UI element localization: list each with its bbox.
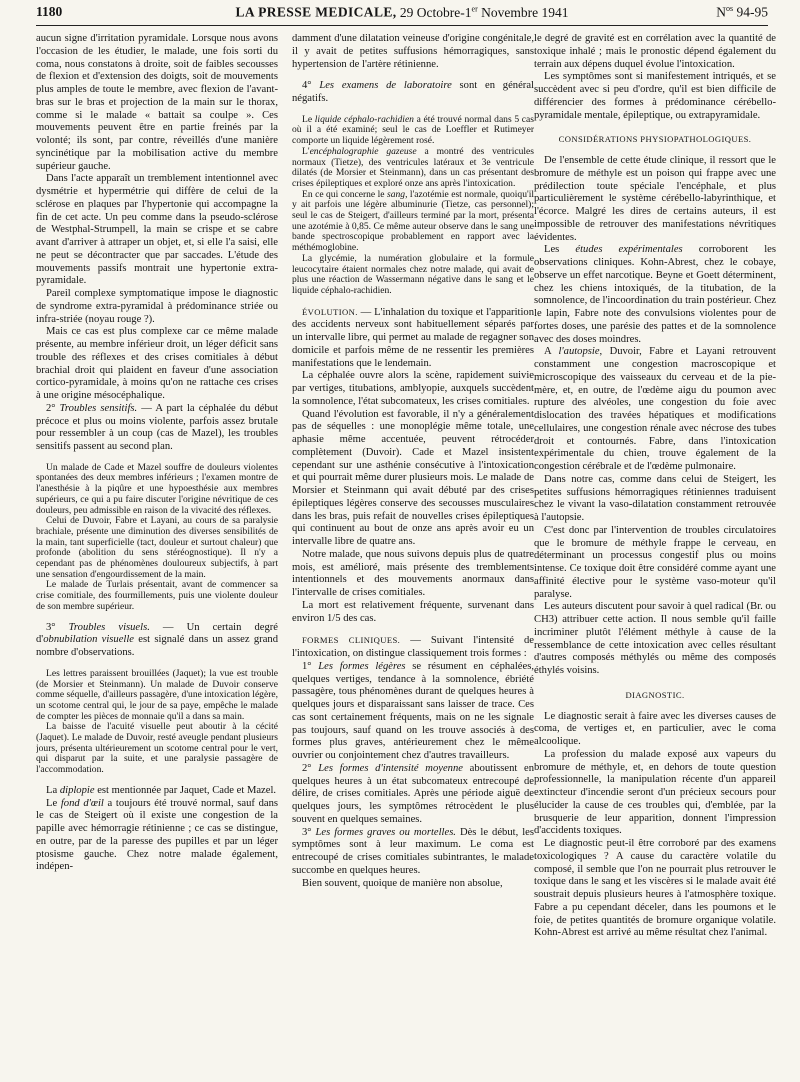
text-column-1: [36, 33, 278, 1078]
text-run: La mort est relativement fréquente, survenant dans environ 1/5 des cas.: [292, 599, 534, 624]
italic-text: l'autopsie: [558, 346, 600, 358]
text-run: a été trouvé normal dans 5 cas où il a été examiné; seul le cas de Loeffler et Rutimeyer comporte un liquide légèrement rosé.: [292, 113, 534, 147]
paragraph: [292, 763, 534, 827]
small-caps-text: FORMES CLINIQUES.: [302, 635, 401, 646]
text-run: La céphalée ouvre alors la scène, rapidement suivie par vertiges, titubations, amblyopie, auxquels succèdent la somnolence, l'état subcomateux, les crises comitiales.: [292, 370, 534, 407]
small-caps-text: ÉVOLUTION.: [302, 306, 358, 317]
text-run: La: [46, 784, 60, 796]
paragraph: [36, 173, 278, 288]
italic-text: obnubilation visuelle: [43, 634, 135, 646]
text-run: Le: [302, 113, 315, 125]
text-run: Celui de Duvoir, Fabre et Layani, au cours de sa paralysie brachiale, présente une diminution des diverses sensibilités de la main, tant superficielle (tact, douleur et surtout chaleur) que profonde (abolition du sens stéréognostique). Il n'y a cependant pas de phénomènes douloureux subjectifs, à part une sensation d'engourdissement de la main.: [36, 515, 278, 580]
text-run: aboutissent en quelques heures à un état subcomateux entrecoupé de délire, de crises comitiales. Après une période aiguë de quelques jours, les symptômes rétrocèdent le plus souvent en quelques semaines.: [292, 762, 534, 825]
journal-title: LA PRESSE MEDICALE,: [235, 4, 397, 20]
italic-text: Les formes d'intensité moyenne: [318, 762, 463, 774]
text-run: Bien souvent, quoique de manière non absolue,: [302, 877, 503, 889]
paragraph: [36, 516, 278, 580]
paragraph: [292, 878, 534, 891]
italic-text: Troubles sensitifs.: [59, 402, 138, 414]
text-run: En ce qui concerne le: [302, 188, 388, 200]
paragraph: [292, 409, 534, 549]
paragraph: [36, 326, 278, 403]
paragraph: [36, 33, 278, 173]
italic-text: encéphalographie gazeuse: [309, 145, 417, 157]
text-run: corroborent les observations cliniques. Kohn-Abrest, chez le cobaye, observe un effet narcotique. Beyne et Goett déterminent, chez les chiens intoxiqués, de la titubation, de la somnolence, de l'incoordination du train postérieur. Chez le lapin, Fabre note des convulsions violentes pour de fortes doses, une parésie des pattes et de la somnolence avec des doses moindres.: [534, 244, 776, 345]
text-run: Le diagnostic peut-il être corroboré par des examens toxicologiques ? A cause du caractère volatile du composé, il semble que l'on ne pourrait plus retrouver le toxique dans le sang et les viscères si le malade avait été soustrait depuis plusieurs heures à l'atmosphère toxique. Fabre a pu cependant déceler, dans les poumons et le foie, de petites quantités de bromure organique volatile. Kohn-Abrest est arrivé au même résultat chez l'animal.: [534, 838, 776, 939]
text-run: 3°: [302, 826, 316, 838]
text-run: La baisse de l'acuité visuelle peut aboutir à la cécité (Jaquet). Le malade de Duvoir, resté aveugle pendant plusieurs jours, présenta ultérieurement un scotome central pour le vert, qui disparut par la suite, et une paralysie passagère de l'accommodation.: [36, 721, 278, 776]
text-run: — Suivant l'intensité de l'intoxication, on distingue classiquement trois formes :: [292, 635, 534, 660]
small-caps-text: DIAGNOSTIC.: [625, 689, 685, 700]
text-run: — Un certain degré d': [36, 621, 278, 646]
paragraph: [292, 80, 534, 106]
text-run: Dès le début, les symptômes sont à leur maximum. Le coma est entrecoupé de crises comitiales subintrantes, le malade succombe en quelques heures.: [292, 826, 534, 876]
text-run: Les lettres paraissent brouillées (Jaquet); la vue est trouble (de Morsier et Steinmann). Un malade de Duvoir conserve comme séquelle, d'ailleurs passagère, d'une intoxication légère, un scotome central qui, le jour de sa paye, empêche le malade de compter les pièces de monnaie qu'il a dans sa main.: [36, 667, 278, 722]
text-run: C'est donc par l'intervention de troubles circulatoires que le bromure de méthyle frappe le cerveau, en déterminant un processus congestif plus ou moins intense. Ce toxique doit être considéré comme ayant une affinité élective pour le système vaso-moteur qu'il paralyse.: [534, 524, 776, 600]
text-run: Les symptômes sont si manifestement intriqués, et se succèdent avec si peu d'ordre, qu'il est bien difficile de différencier des formes à prédominance cérébello-pyramidale mentale, épileptique, ou extrapyramidale.: [534, 71, 776, 121]
italic-text: Les formes légères: [318, 660, 406, 672]
paragraph: [36, 463, 278, 517]
text-run: 2°: [46, 402, 60, 414]
italic-text: diplopie: [59, 784, 95, 796]
text-run: Dans notre cas, comme dans celui de Steigert, les petites suffusions hémorragiques rétiniennes traduisent chez le vivant la vaso-dilatation constamment retrouvée à l'autopsie.: [534, 473, 776, 523]
text-run: 1°: [302, 660, 319, 672]
text-run: De l'ensemble de cette étude clinique, il ressort que le bromure de méthyle est un poison qui frappe avec une prédilection toute spéciale l'encéphale, et plus particulièrement le système cérébello-labyrinthique, et l'écorce. Malgré les dires de certains auteurs, il est impossible de retrouver des manifestations névritiques évidentes.: [534, 155, 776, 243]
paragraph: [292, 115, 534, 147]
section-heading: [534, 133, 776, 146]
italic-text: fond d'œil: [60, 797, 104, 809]
text-column-3: [534, 33, 776, 1078]
italic-text: Les formes graves ou mortelles.: [315, 826, 456, 838]
header-rule: [36, 25, 768, 26]
paragraph: [292, 306, 534, 371]
section-heading: [534, 689, 776, 702]
text-run: Dans l'acte apparaît un tremblement intentionnel avec dysmétrie et hypermétrie qui diffère de celui de la sclérose en plaques par l'hypertonie qui accompagne la fin de cet acte. Un peu comme dans la pseudo-sclérose de Westphal-Strumpell, la main se crispe et se cabre avant d'arriver à attraper un objet, et, si elle l'a saisi, elle ne peut se décontracter que par saccades. L'étude des mouvements passifs montrait une hypertonie extra-pyramidale.: [36, 173, 278, 287]
text-run: La glycémie, la numération globulaire et la formule leucocytaire étaient normales chez notre malade, qui avait de plus une réaction de Wassermann négative dans le sang et le liquide céphalo-rachidien.: [292, 252, 534, 296]
italic-text: Les examens de laboratoire: [319, 80, 452, 92]
paragraph: [292, 661, 534, 763]
italic-text: Troubles visuels.: [68, 621, 150, 633]
text-run: , Duvoir, Fabre et Layani retrouvent constamment une congestion macroscopique et microscopique des vaisseaux du cerveau et de la pie-mère, et, en outre, de l'œdème aigu du poumon avec rupture des alvéoles, une congestion du foie avec dislocation des travées hépatiques et modifications cellulaires, une congestion rénale avec nécrose des tubes droit et contournés. Fabre, dans l'intoxication expérimentale du chien, trouve également de la congestion cérébrale et de l'œdème pulmonaire.: [534, 346, 776, 472]
text-run: Les auteurs discutent pour savoir à quel radical (Br. ou CH3) attribuer cette action. Il nous semble qu'il faille incriminer plutôt l'élément méthyle à cause de la ressemblance de cette intoxication avec celles résultant d'autres composés méthylés ou même des composés éthylés voisins.: [534, 601, 776, 676]
text-run: — A part la céphalée du début précoce et plus ou moins violente, parfois assez brutale pour ressembler à un coup (cas de Mazel), les troubles sensitifs passent au second plan.: [36, 402, 278, 452]
text-run: Mais ce cas est plus complexe car ce même malade présente, au membre inférieur droit, un léger déficit sans trouble des réflexes et des crises comitiales à début brachial droit qui plaident en faveur d'une association cortico-pyramidale, à moins qu'on ne rattache ces crises à une origine mésocéphalique.: [36, 326, 278, 401]
paragraph: [292, 190, 534, 254]
text-run: le degré de gravité est en corrélation avec la quantité de toxique inhalé ; mais le pronostic dépend également du terrain aux dépens duquel évolue l'intoxication.: [534, 33, 776, 70]
italic-text: études expérimentales: [575, 244, 683, 256]
text-run: Pareil complexe symptomatique impose le diagnostic de syndrome extra-pyramidal à prédominance striée ou infra-striée (noyau rouge ?).: [36, 288, 278, 325]
text-run: est mentionnée par Jaquet, Cade et Mazel.: [94, 784, 277, 796]
text-run: A: [544, 346, 559, 358]
paragraph: [534, 525, 776, 602]
paragraph: [292, 827, 534, 878]
paragraph: [36, 580, 278, 612]
text-run: a montré des ventricules normaux (Tietze), des ventricules latéraux et 3e ventricule dilatés (de Morsier et Steinmann), dans un cas présentant des crises épileptiques et exploré onze ans après l'intoxication.: [292, 145, 534, 189]
masthead: [36, 4, 768, 21]
paragraph: [36, 669, 278, 723]
text-run: damment d'une dilatation veineuse d'origine congénitale, il y avait de petites suffusions hémorragiques, sans hypertension de l'artère rétinienne.: [292, 33, 534, 70]
text-run: Quand l'évolution est favorable, il n'y a généralement pas de séquelles : une monoplégie même totale, une aphasie même accentuée, peuvent rétrocéder complètement (Duvoir). Cade et Mazel insistent cependant sur une asthénie consécutive à l'intoxication et qui pourrait même durer plusieurs mois. Le malade de Morsier et Steinmann qui avait débuté par des crises épileptiques légères conserve des secousses musculaires dans les bras, puis refait de nouvelles crises épileptiques qui continuent au bout de onze ans après avoir eu un intervalle libre de quatre ans.: [292, 408, 534, 548]
text-column-2: [292, 33, 534, 1078]
paragraph: [36, 403, 278, 454]
text-run: aucun signe d'irritation pyramidale. Lorsque nous avons l'occasion de les étudier, le malade, une fois sorti du coma, nous constatons à droite, soit de faibles secousses de flexion et d'extension des doigts, soit de mouvements plus amples de toute le membre, avec flexion de l'avant-bras sur le bras et projection de la main sur le thorax, comme si le malade « battait sa coulpe ». Ces mouvements peuvent être en partie freinés par la volonté; ils sont, par contre, réveillés d'une manière syncinétique par la mobilisation active du membre supérieur gauche.: [36, 33, 278, 172]
paragraph: [534, 711, 776, 749]
paragraph: [534, 346, 776, 474]
text-run: Notre malade, que nous suivons depuis plus de quatre mois, est amélioré, mais présente des tremblements intentionnels et des mouvements anormaux dans l'intervalle de crises comitiales.: [292, 548, 534, 599]
text-run: sont en général négatifs.: [292, 80, 534, 104]
text-run: Le diagnostic serait à faire avec les diverses causes de coma, de vertiges et, en particulier, avec le coma alcoolique.: [534, 710, 776, 747]
small-caps-text: CONSIDÉRATIONS PHYSIOPATHOLOGIQUES.: [558, 134, 752, 145]
paragraph: [292, 634, 534, 661]
text-run: La profession du malade exposé aux vapeurs du bromure de méthyle, et, en dehors de toute question professionnelle, la manipulation récente d'un appareil extincteur d'incendie seront d'un précieux secours pour élucider la cause de ces troubles qui, d'emblée, par la brusquerie de leur apparition, donnent l'impression d'accidents toxiques.: [534, 748, 776, 837]
paragraph: [534, 71, 776, 122]
text-run: L': [302, 145, 310, 157]
page-header: [36, 4, 768, 24]
text-run: a toujours été trouvé normal, sauf dans le cas de Steigert où il existe une congestion de la papille avec hémorragie rétinienne ; ce cas se distingue, en outre, par de la paresse des pupilles et par un léger ptosisme gauche. Chez notre malade également, indépen-: [36, 797, 278, 873]
paragraph: [534, 838, 776, 940]
text-run: Le: [46, 797, 61, 809]
text-run: 4°: [302, 80, 320, 92]
paragraph: [534, 749, 776, 838]
italic-text: liquide céphalo-rachidien: [314, 113, 414, 125]
paragraph: [292, 254, 534, 297]
text-run: est signalé dans un assez grand nombre d'observations.: [36, 634, 278, 659]
text-run: Un malade de Cade et Mazel souffre de douleurs violentes spontanées des deux membres inférieurs ; l'examen montre de l'anesthésie à la piqûre et une hypoesthésie aux membres supérieurs, ce qui a pu faire discuter l'origine névritique de ces douleurs, peu admissible en raison de la vivacité des réflexes.: [36, 461, 278, 516]
paragraph: [534, 33, 776, 71]
text-run: Le malade de Turlais présentait, avant de commencer sa crise comitiale, des fourmillements, puis une violente douleur de son membre supérieur.: [36, 579, 278, 612]
paragraph: [292, 549, 534, 600]
paragraph: [36, 288, 278, 326]
issue-date: 29 Octobre-1er Novembre 1941: [399, 4, 569, 20]
paragraph: [534, 601, 776, 678]
text-run: 2°: [302, 762, 319, 774]
paragraph: [534, 244, 776, 346]
text-run: 3°: [46, 621, 69, 633]
text-run: , l'azotémie est normale, quoiqu'il y ait parfois une légère albuminurie (Tietze, cas personnel); seul le cas de Steigert, d'ailleurs terminé par la mort, présenta une azotémie à 0,85. Ce même auteur observe dans le sang une bande spectroscopique probablement en rapport avec la méthémoglobine.: [292, 188, 534, 254]
paragraph: [292, 370, 534, 408]
paragraph: [534, 474, 776, 525]
paragraph: [292, 600, 534, 626]
paragraph: [36, 785, 278, 798]
paragraph: [36, 798, 278, 875]
text-run: Les: [544, 244, 576, 256]
paragraph: [292, 33, 534, 71]
italic-text: sang: [387, 188, 406, 200]
paragraph: [36, 722, 278, 776]
issue-number: $N^{os}$ 94-95: [716, 4, 768, 20]
paragraph: [534, 155, 776, 244]
page-number: 1180: [36, 4, 63, 19]
paragraph: [36, 622, 278, 660]
text-run: — L'inhalation du toxique et l'apparition des accidents nerveux sont habituellement séparés par un intervalle libre, qui permet au malade de regagner son domicile et parfois même de ne ressentir les premières manifestations que le lendemain.: [292, 306, 534, 369]
text-run: se résument en céphalées, quelques vertiges, tendance à la somnolence, ébriété passagère, tous phénomènes durant de quelques heures à quelques jours et disparaissant sans laisser de trace. Ces cas sont certainement fréquents, mais on ne les signale pas toujours, sauf quand on les trouve associés à des formes plus graves, antérieurement chez le même ouvrier ou conjointement chez d'autres travailleurs.: [292, 660, 534, 762]
paragraph: [292, 147, 534, 190]
